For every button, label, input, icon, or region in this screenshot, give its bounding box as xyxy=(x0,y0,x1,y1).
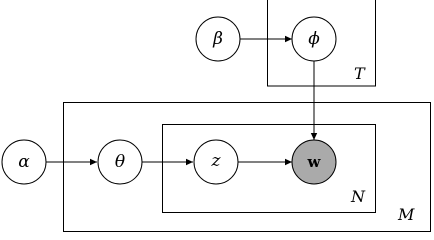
plate-m-label: M xyxy=(398,205,415,224)
plate-t-label: T xyxy=(354,64,365,83)
node-theta xyxy=(98,140,142,184)
node-z xyxy=(194,140,238,184)
node-beta-label: β xyxy=(213,29,223,49)
node-w-label: w xyxy=(307,153,321,171)
node-beta xyxy=(196,17,240,61)
node-w xyxy=(292,140,336,184)
node-phi xyxy=(292,17,336,61)
node-z-label: z xyxy=(211,151,221,171)
plate-n xyxy=(163,125,376,213)
plate-n-label: N xyxy=(351,187,365,206)
node-alpha-label: α xyxy=(18,152,30,172)
node-theta-label: θ xyxy=(114,152,126,172)
node-alpha xyxy=(2,140,46,184)
node-phi-label: ϕ xyxy=(308,29,320,49)
